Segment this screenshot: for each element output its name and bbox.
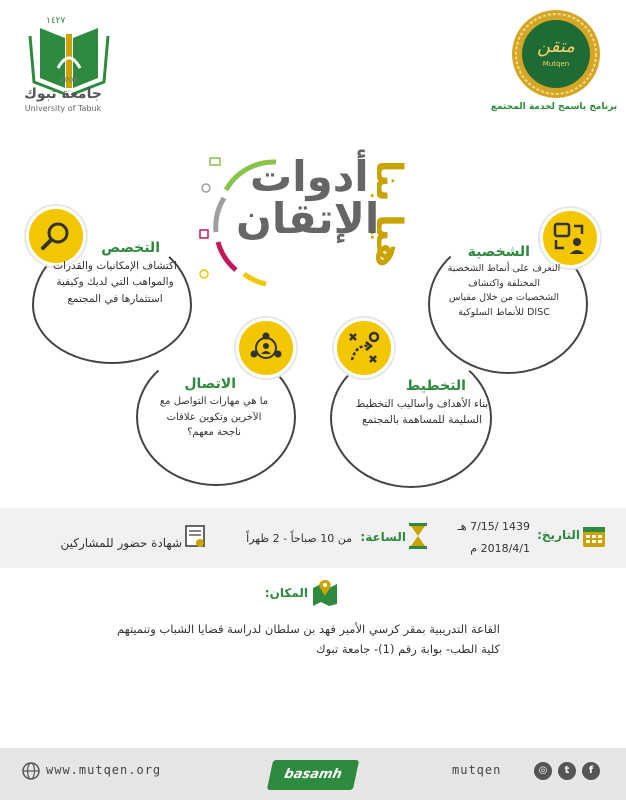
badge-name-ar: متقن (537, 36, 575, 57)
university-name-en: University of Tabuk (24, 104, 102, 113)
title-line1: أدوات (250, 152, 369, 201)
facebook-icon[interactable]: f (582, 762, 600, 780)
personality-body: التعرف على أنماط الشخصية المختلفة واكتشاف الشخصيات من خلال مقياس DISC للأنماط السلوكية (447, 263, 561, 319)
instagram-icon[interactable]: ◎ (534, 762, 552, 780)
date-label: التاريخ: (537, 528, 580, 542)
university-year: 2006 (60, 76, 78, 84)
planning-title: التخطيط (405, 378, 466, 394)
specialization-title: التخصص (101, 240, 160, 256)
personality-title: الشخصية (467, 244, 530, 260)
planning-body: بناء الأهداف وأساليب التخطيط السليمة للمساهمة بالمجتمع (355, 398, 489, 427)
specialization-icon-circle (26, 206, 86, 266)
globe-icon (22, 762, 40, 780)
certificate-text: شهادة حضور للمشاركين (60, 536, 182, 550)
university-year-hijri: ١٤٢٧ (46, 16, 66, 26)
social-handle[interactable]: mutqen (452, 763, 502, 777)
basamh-logo: basamh (267, 760, 359, 790)
title-prefix: هيا بنا (368, 160, 409, 268)
date-gregorian: 2018/4/1 م (470, 542, 530, 555)
program-text: برنامج باسمح لخدمة المجتمع (490, 102, 618, 112)
communication-icon-circle (236, 318, 296, 378)
strategy-icon (346, 330, 382, 366)
communication-title: الاتصال (184, 376, 236, 392)
badge-name-en: Mutqen (542, 60, 570, 68)
date-hijri: 1439 /7/15 هـ (457, 520, 530, 533)
certificate-icon (184, 524, 208, 550)
network-icon (248, 330, 284, 366)
magnifier-icon (39, 219, 73, 253)
calendar-icon (582, 524, 606, 548)
planning-icon-circle (334, 318, 394, 378)
university-name-ar: جامعة تبوك (24, 86, 102, 102)
time-value: من 10 صباحاً - 2 ظهراً (246, 532, 352, 545)
place-label: المكان: (264, 586, 308, 600)
map-pin-icon (312, 578, 338, 606)
communication-body: ما هي مهارات التواصل مع الآخرين وتكوين علاقات ناجحة معهم؟ (159, 396, 269, 438)
place-line2: كلية الطب- بوابة رقم (1)- جامعة تبوك (316, 642, 500, 656)
personality-icon-circle (540, 208, 600, 268)
time-label: الساعة: (360, 530, 406, 544)
hourglass-icon (408, 522, 428, 550)
website-link[interactable]: www.mutqen.org (46, 763, 162, 777)
place-line1: القاعة التدريبية بمقر كرسي الأمير فهد بن سلطان لدراسة قضايا الشباب وتنميتهم (116, 622, 500, 636)
title-line2: الإتقان (236, 194, 380, 243)
person-swap-icon (552, 220, 588, 256)
twitter-icon[interactable]: t (558, 762, 576, 780)
specialization-body: اكتشاف الإمكانيات والقدرات والمواهب التي لديك وكيفية استثمارها في المجتمع (53, 260, 177, 305)
